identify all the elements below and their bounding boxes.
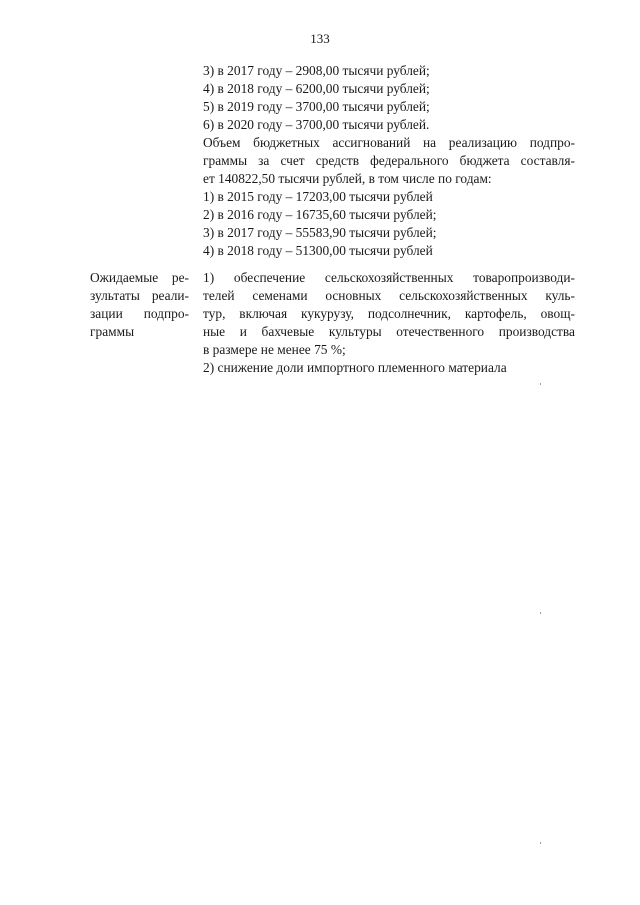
results-content-line: в размере не менее 75 %;	[203, 342, 346, 357]
results-content-line: ные и бахчевые культуры отечественного производства	[203, 324, 575, 339]
results-content-line: 2) снижение доли импортного племенного материала	[203, 360, 507, 375]
results-content-line: тур, включая кукурузу, подсолнечник, картофель, овощ-	[203, 306, 575, 321]
results-label-line: Ожидаемые ре-	[90, 270, 189, 285]
funding-line: 6) в 2020 году – 3700,00 тысячи рублей.	[203, 117, 430, 132]
federal-budget-text: Объем бюджетных ассигнований на реализацию подпро-	[203, 135, 575, 150]
results-label-line: граммы	[90, 324, 135, 339]
scan-speck	[540, 383, 541, 385]
results-label-line: зации подпро-	[90, 306, 189, 321]
results-label-line: зультаты реали-	[90, 288, 189, 303]
funding-line: 3) в 2017 году – 55583,90 тысячи рублей;	[203, 225, 437, 240]
funding-line: 1) в 2015 году – 17203,00 тысячи рублей	[203, 189, 433, 204]
federal-budget-text: граммы за счет средств федерального бюджета составля-	[203, 153, 575, 168]
funding-line: 4) в 2018 году – 6200,00 тысячи рублей;	[203, 81, 430, 96]
scan-speck	[540, 612, 541, 614]
funding-line: 3) в 2017 году – 2908,00 тысячи рублей;	[203, 63, 430, 78]
results-content-line: 1) обеспечение сельскохозяйственных товаропроизводи-	[203, 270, 575, 285]
page-number: 133	[310, 31, 330, 46]
funding-line: 5) в 2019 году – 3700,00 тысячи рублей;	[203, 99, 430, 114]
funding-line: 4) в 2018 году – 51300,00 тысячи рублей	[203, 243, 433, 258]
funding-line: 2) в 2016 году – 16735,60 тысячи рублей;	[203, 207, 437, 222]
scan-speck	[540, 842, 541, 844]
results-content-line: телей семенами основных сельскохозяйственных куль-	[203, 288, 575, 303]
federal-budget-text: ет 140822,50 тысячи рублей, в том числе по годам:	[203, 171, 492, 186]
